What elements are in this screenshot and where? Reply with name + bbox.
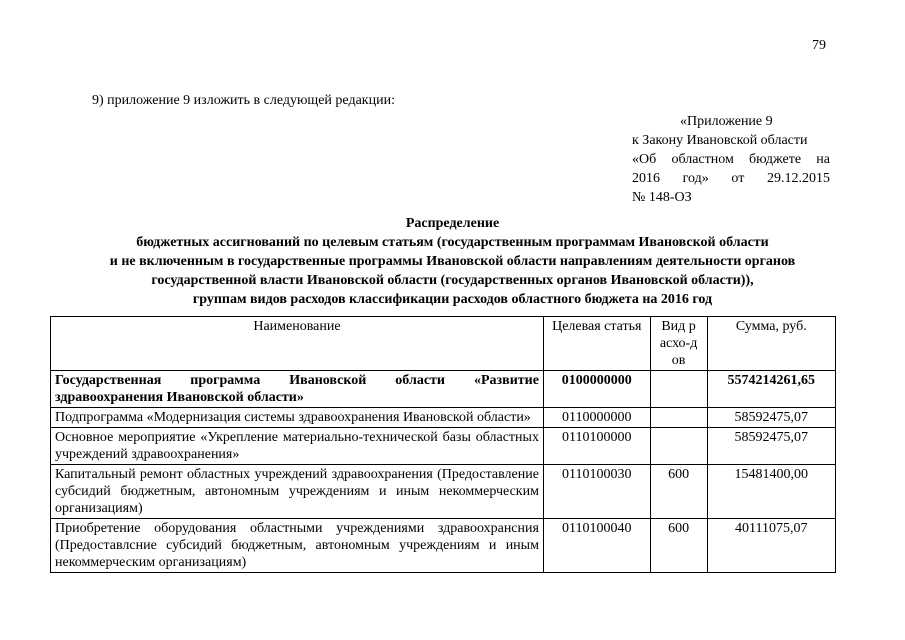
row-name: Приобретение оборудования областными учреждениями здравоохрансния (Предоставлсние субсидий бюджетным, автономным учреждениям и иным некоммерческим организациям)	[51, 519, 544, 573]
header-expense-type-text: Вид расхо-дов	[659, 319, 698, 368]
row-name: Основное мероприятие «Укрепление материально-технической базы областных учреждений здравоохранения»	[51, 428, 544, 465]
appendix-ref-word: 2016	[632, 171, 660, 186]
row-sum: 58592475,07	[707, 428, 835, 465]
appendix-ref-line-3	[632, 150, 830, 169]
table-row	[51, 428, 836, 465]
table-row	[51, 408, 836, 428]
appendix-ref-word: год»	[682, 171, 709, 186]
row-name: Капитальный ремонт областных учреждений здравоохранения (Предоставление субсидий бюджетным, автономным учреждениям и иным некоммерческим организациям)	[51, 465, 544, 519]
title-line-4: государственной власти Ивановской области (государственных органов Ивановской области)),	[151, 273, 754, 288]
table-row	[51, 519, 836, 573]
row-target-article: 0100000000	[543, 371, 650, 408]
row-sum: 5574214261,65	[707, 371, 835, 408]
appendix-reference	[632, 112, 830, 207]
row-target-article: 0110100030	[543, 465, 650, 519]
appendix-ref-line-4	[632, 169, 830, 188]
appendix-ref-line-1: «Приложение 9	[680, 114, 773, 129]
appendix-ref-word: от	[731, 171, 745, 186]
row-sum: 15481400,00	[707, 465, 835, 519]
budget-table	[50, 316, 836, 573]
row-expense-type: 600	[650, 465, 707, 519]
header-target-article: Целевая статья	[543, 317, 650, 371]
appendix-ref-word: 29.12.2015	[766, 171, 830, 186]
appendix-ref-line-5: № 148-ОЗ	[632, 190, 692, 205]
appendix-ref-line-2: к Закону Ивановской области	[632, 133, 808, 148]
appendix-ref-word: на	[816, 152, 830, 167]
row-name: Государственная программа Ивановской области «Развитие здравоохранения Ивановской области»	[51, 371, 544, 408]
header-name: Наименование	[51, 317, 544, 371]
row-target-article: 0110100040	[543, 519, 650, 573]
header-sum: Сумма, руб.	[707, 317, 835, 371]
page-number: 79	[812, 38, 826, 53]
row-sum: 40111075,07	[707, 519, 835, 573]
row-expense-type	[650, 371, 707, 408]
row-expense-type	[650, 408, 707, 428]
row-name: Подпрограмма «Модернизация системы здравоохранения Ивановской области»	[51, 408, 544, 428]
row-target-article: 0110000000	[543, 408, 650, 428]
row-sum: 58592475,07	[707, 408, 835, 428]
document-title	[30, 214, 875, 309]
row-expense-type	[650, 428, 707, 465]
appendix-ref-word: бюджете	[749, 152, 802, 167]
title-line-5: группам видов расходов классификации расходов областного бюджета на 2016 год	[192, 292, 713, 307]
appendix-ref-word: «Об	[632, 152, 657, 167]
table-header-row	[51, 317, 836, 371]
title-line-2: бюджетных ассигнований по целевым статьям (государственным программам Ивановской области	[136, 235, 769, 250]
intro-text: 9) приложение 9 изложить в следующей редакции:	[92, 93, 395, 108]
table-row	[51, 465, 836, 519]
title-line-3: и не включенным в государственные программы Ивановской области направлениям деятельности органов	[109, 254, 796, 269]
appendix-ref-word: областном	[671, 152, 734, 167]
row-expense-type: 600	[650, 519, 707, 573]
header-expense-type	[650, 317, 707, 371]
row-target-article: 0110100000	[543, 428, 650, 465]
table-row	[51, 371, 836, 408]
title-line-1: Распределение	[405, 216, 500, 231]
